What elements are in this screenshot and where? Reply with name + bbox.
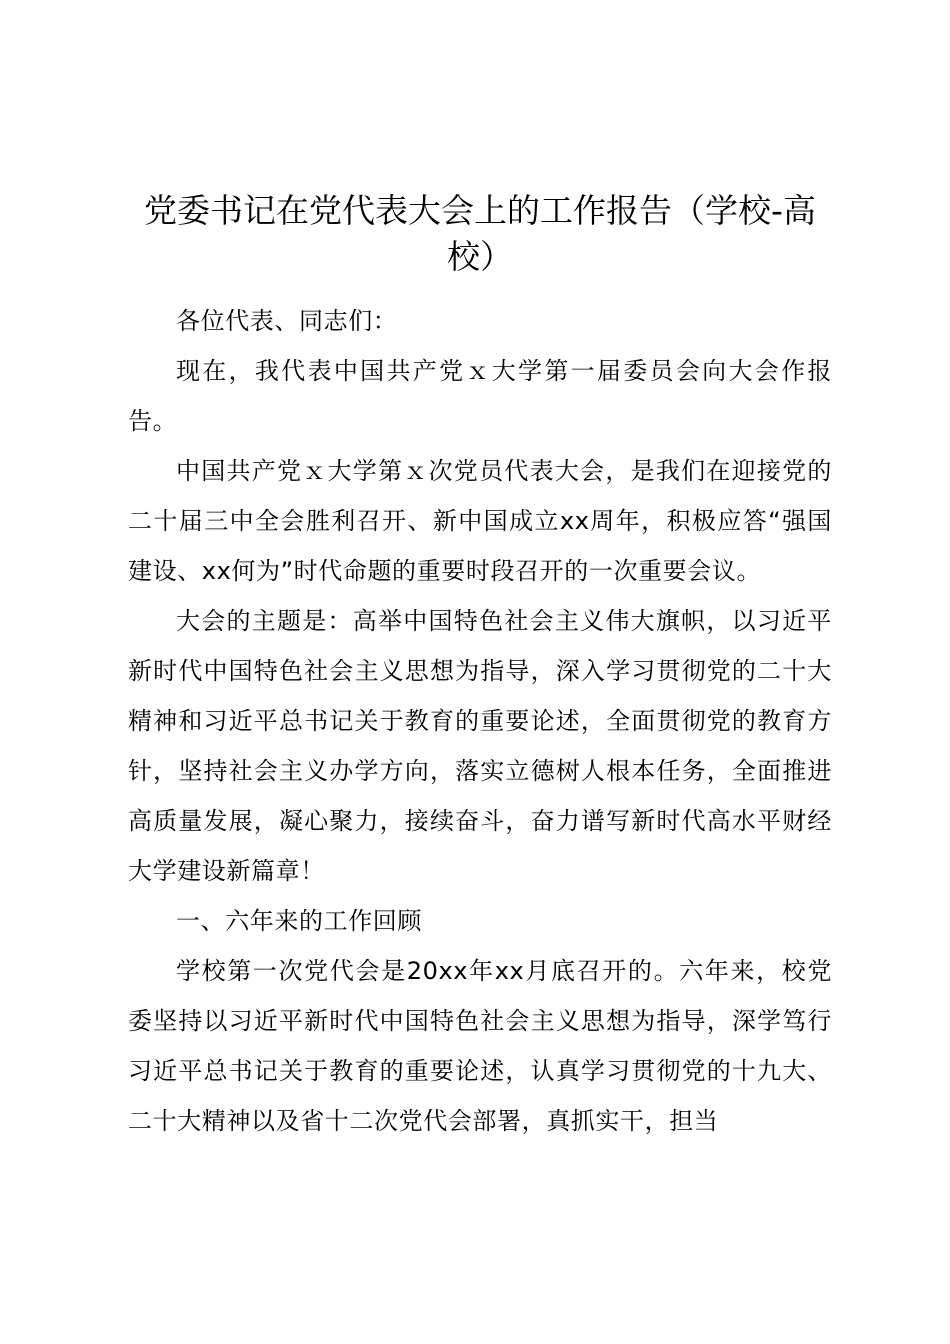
paragraph-work-review: 学校第一次党代会是20xx年xx月底召开的。六年来，校党委坚持以习近平新时代中国特色社会主义思想为指导，深学笃行习近平总书记关于教育的重要论述，认真学习贯彻党的十九大、二十大精神以及省十二次党代会部署，真抓实干，担当 bbox=[128, 957, 832, 1135]
document-title: 党委书记在党代表大会上的工作报告（学校-高校） bbox=[144, 191, 816, 276]
paragraph-congress-context: 中国共产党ｘ大学第ｘ次党员代表大会，是我们在迎接党的二十届三中全会胜利召开、新中国成立xx周年，积极应答“强国建设、xx何为”时代命题的重要时段召开的一次重要会议。 bbox=[128, 457, 832, 585]
paragraph-report-intro: 现在，我代表中国共产党ｘ大学第一届委员会向大会作报告。 bbox=[128, 357, 832, 435]
paragraph-congress-theme: 大会的主题是：高举中国特色社会主义伟大旗帜，以习近平新时代中国特色社会主义思想为指导，深入学习贯彻党的二十大精神和习近平总书记关于教育的重要论述，全面贯彻党的教育方针，坚持社会主义办学方向，落实立德树人根本任务，全面推进高质量发展，凝心聚力，接续奋斗，奋力谱写新时代高水平财经大学建设新篇章！ bbox=[128, 607, 832, 885]
document-page bbox=[128, 188, 832, 1146]
salutation: 各位代表、同志们： bbox=[176, 307, 398, 335]
section-heading: 一、六年来的工作回顾 bbox=[176, 907, 422, 935]
